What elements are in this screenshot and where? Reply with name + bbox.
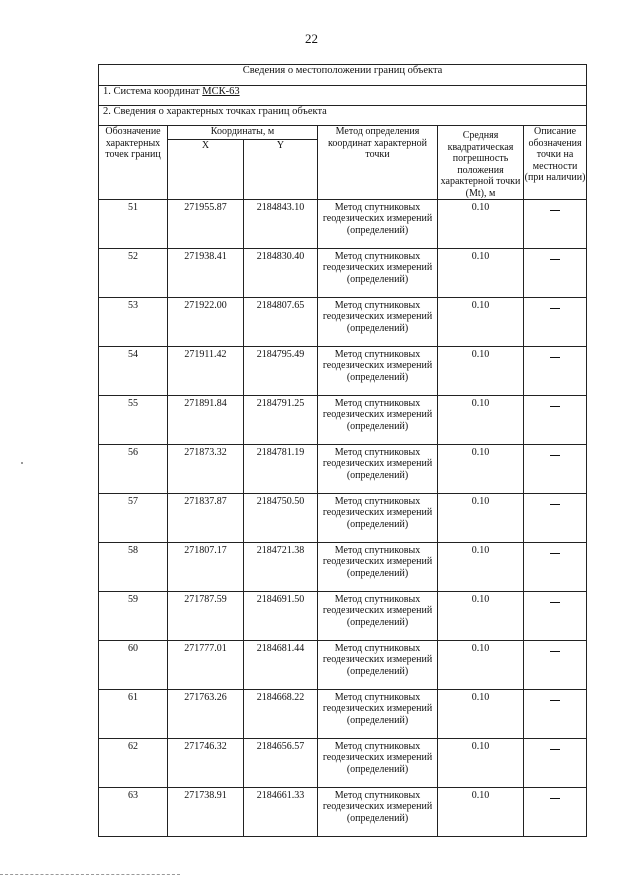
section-title-row [99,65,587,86]
point-id: 63 [99,788,168,837]
method: Метод спутниковых геодезических измерений (определений) [318,641,438,690]
crs-label: 1. Система координат [103,86,203,97]
error: 0.10 [438,788,524,837]
coord-x: 271922.00 [168,298,244,347]
method: Метод спутниковых геодезических измерений (определений) [318,690,438,739]
point-id: 54 [99,347,168,396]
dash-mark [550,406,560,407]
point-id: 57 [99,494,168,543]
crs-cell [99,86,587,106]
dash-mark [550,651,560,652]
coord-x: 271837.87 [168,494,244,543]
coord-x: 271891.84 [168,396,244,445]
table-row [99,396,587,445]
description [524,788,587,837]
boundary-points-table [98,64,587,837]
crs-row [99,86,587,106]
description [524,592,587,641]
dash-mark [550,553,560,554]
coord-y: 2184691.50 [244,592,318,641]
coord-y: 2184750.50 [244,494,318,543]
point-id: 62 [99,739,168,788]
error: 0.10 [438,739,524,788]
coord-y: 2184843.10 [244,200,318,249]
header-method: Метод определения координат характерной точки [318,126,438,200]
point-id: 59 [99,592,168,641]
method: Метод спутниковых геодезических измерений (определений) [318,298,438,347]
table-row [99,788,587,837]
method: Метод спутниковых геодезических измерений (определений) [318,200,438,249]
points-heading: 2. Сведения о характерных точках границ объекта [99,106,587,126]
table-row [99,298,587,347]
header-y: Y [244,140,318,200]
coord-x: 271938.41 [168,249,244,298]
table-row [99,347,587,396]
coord-y: 2184781.19 [244,445,318,494]
coord-y: 2184795.49 [244,347,318,396]
description [524,494,587,543]
section-title: Сведения о местоположении границ объекта [99,65,587,86]
error: 0.10 [438,543,524,592]
table-row [99,543,587,592]
coord-y: 2184791.25 [244,396,318,445]
coord-x: 271911.42 [168,347,244,396]
table-row [99,690,587,739]
dash-mark [550,210,560,211]
point-id: 61 [99,690,168,739]
description [524,200,587,249]
coord-y: 2184830.40 [244,249,318,298]
table-row [99,445,587,494]
description [524,396,587,445]
table-row [99,249,587,298]
table-row [99,739,587,788]
description [524,641,587,690]
coord-y: 2184661.33 [244,788,318,837]
error: 0.10 [438,249,524,298]
header-description: Описание обозначения точки на местности (при наличии) [524,126,587,200]
scan-mark [21,462,23,464]
coord-x: 271807.17 [168,543,244,592]
point-id: 55 [99,396,168,445]
point-id: 56 [99,445,168,494]
error: 0.10 [438,592,524,641]
dash-mark [550,749,560,750]
coord-x: 271777.01 [168,641,244,690]
point-id: 52 [99,249,168,298]
header-error: Средняя квадратическая погрешность положения характерной точки (Mt), м [438,126,524,200]
method: Метод спутниковых геодезических измерений (определений) [318,249,438,298]
dash-mark [550,504,560,505]
crs-value: МСК-63 [202,86,240,97]
header-x: X [168,140,244,200]
error: 0.10 [438,641,524,690]
coord-y: 2184807.65 [244,298,318,347]
method: Метод спутниковых геодезических измерений (определений) [318,543,438,592]
point-id: 58 [99,543,168,592]
method: Метод спутниковых геодезических измерений (определений) [318,739,438,788]
coord-x: 271746.32 [168,739,244,788]
method: Метод спутниковых геодезических измерений (определений) [318,788,438,837]
dash-mark [550,602,560,603]
method: Метод спутниковых геодезических измерений (определений) [318,396,438,445]
page-number: 22 [305,31,318,46]
coord-y: 2184721.38 [244,543,318,592]
dash-mark [550,455,560,456]
coord-x: 271873.32 [168,445,244,494]
description [524,543,587,592]
header-coordinates: Координаты, м [168,126,318,140]
point-id: 53 [99,298,168,347]
point-id: 60 [99,641,168,690]
coord-y: 2184656.57 [244,739,318,788]
error: 0.10 [438,494,524,543]
description [524,690,587,739]
dash-mark [550,357,560,358]
header-row [99,126,587,140]
table-row [99,494,587,543]
coord-x: 271787.59 [168,592,244,641]
table-row [99,641,587,690]
method: Метод спутниковых геодезических измерений (определений) [318,494,438,543]
error: 0.10 [438,396,524,445]
dash-mark [550,308,560,309]
coord-y: 2184681.44 [244,641,318,690]
header-designation: Обозначение характерных точек границ [99,126,168,200]
table-body [99,65,587,837]
method: Метод спутниковых геодезических измерений (определений) [318,445,438,494]
table-row [99,592,587,641]
table-row [99,200,587,249]
description [524,298,587,347]
point-id: 51 [99,200,168,249]
method: Метод спутниковых геодезических измерений (определений) [318,347,438,396]
description [524,347,587,396]
description [524,739,587,788]
error: 0.10 [438,690,524,739]
dash-mark [550,798,560,799]
error: 0.10 [438,298,524,347]
coord-x: 271955.87 [168,200,244,249]
coord-x: 271763.26 [168,690,244,739]
error: 0.10 [438,347,524,396]
dash-mark [550,700,560,701]
dash-mark [550,259,560,260]
description [524,249,587,298]
coord-x: 271738.91 [168,788,244,837]
error: 0.10 [438,445,524,494]
footer-rule [0,874,180,875]
description [524,445,587,494]
coord-y: 2184668.22 [244,690,318,739]
points-heading-row [99,106,587,126]
method: Метод спутниковых геодезических измерений (определений) [318,592,438,641]
error: 0.10 [438,200,524,249]
